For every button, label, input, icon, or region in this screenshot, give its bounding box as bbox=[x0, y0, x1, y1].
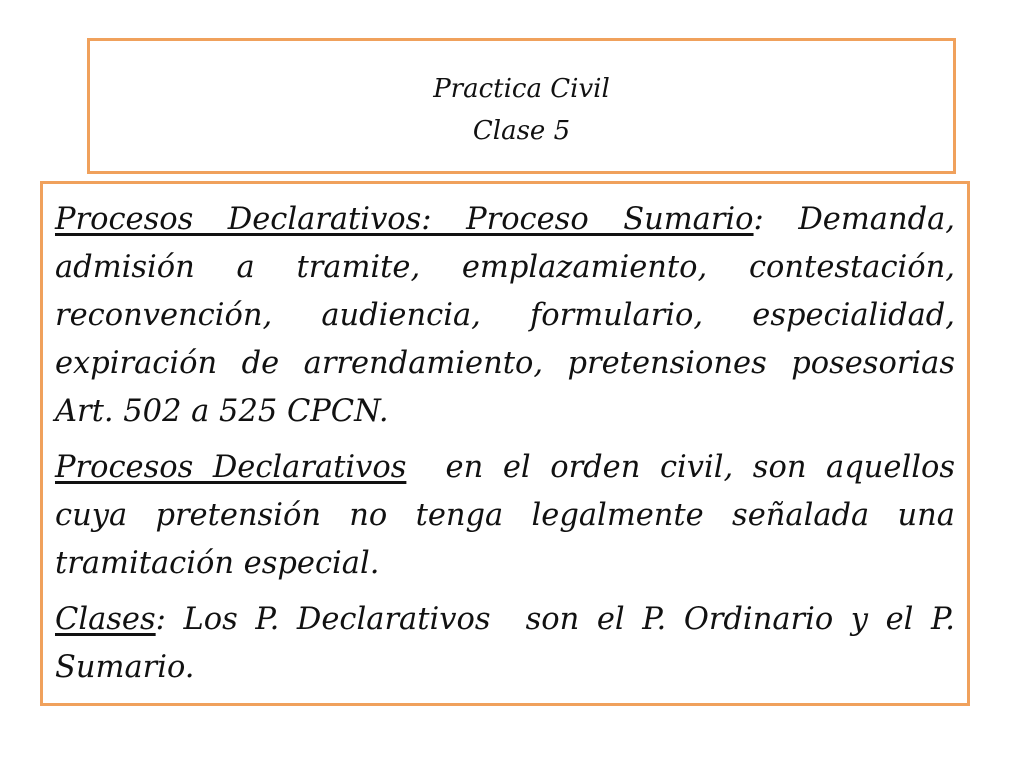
paragraph-text: : Los P. Declarativos son el P. Ordinario y el P. Sumario. bbox=[55, 602, 965, 685]
paragraph-heading: Procesos Declarativos bbox=[55, 450, 407, 485]
slide-subtitle: Clase 5 bbox=[472, 116, 571, 146]
paragraph-colon: : bbox=[753, 202, 764, 237]
content-box bbox=[40, 181, 970, 706]
paragraph-definition bbox=[55, 444, 965, 588]
paragraph-heading: Clases bbox=[55, 602, 156, 637]
paragraph-text: Demanda, admisión a tramite, emplazamiento, contestación, reconvención, audiencia, formulario, especialidad, expiración de arrendamiento, pretensiones posesorias Art. 502 a 525 CPCN. bbox=[55, 202, 955, 429]
title-box bbox=[87, 38, 956, 174]
paragraph-sumario bbox=[55, 196, 955, 436]
paragraph-text: en el orden civil, son aquellos cuya pretensión no tenga legalmente señalada una tramitación especial. bbox=[55, 450, 965, 581]
paragraph-classes bbox=[55, 596, 965, 692]
paragraph-heading: Procesos Declarativos: Proceso Sumario bbox=[55, 202, 754, 237]
slide-title: Practica Civil bbox=[433, 74, 610, 104]
